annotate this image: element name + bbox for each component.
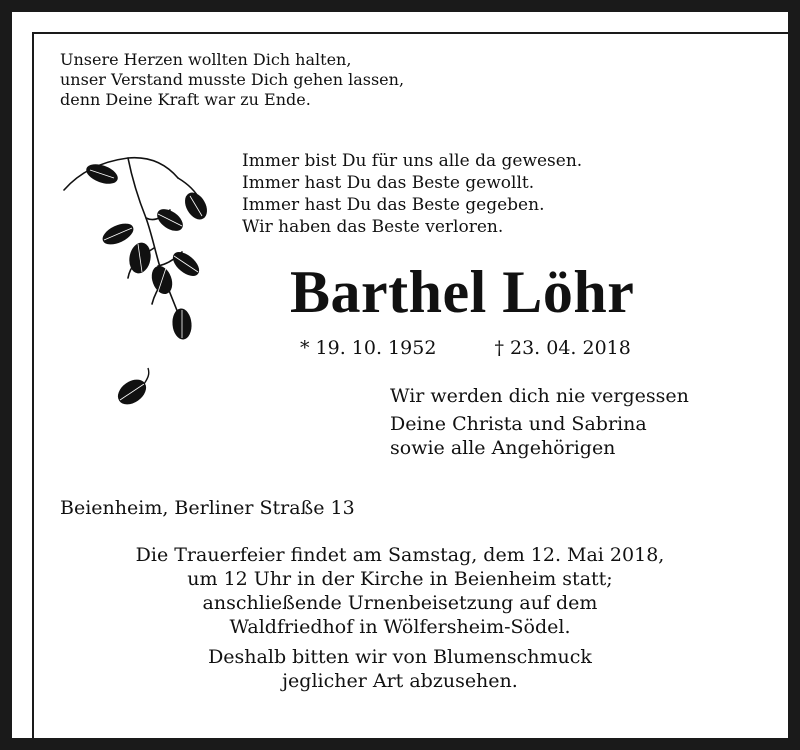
service-line: Die Trauerfeier findet am Samstag, dem 12. Mai 2018, — [135, 544, 665, 566]
motto-line: denn Deine Kraft war zu Ende. — [60, 90, 311, 109]
birch-leaves-icon — [58, 148, 223, 418]
poem-line: Immer bist Du für uns alle da gewesen. — [242, 151, 583, 171]
mourners-block — [390, 384, 689, 460]
death-date: † 23. 04. 2018 — [494, 337, 631, 359]
life-dates — [300, 336, 631, 360]
deceased-name: Barthel Löhr — [290, 259, 635, 325]
farewell-line: Wir werden dich nie vergessen — [390, 385, 689, 407]
motto-line: Unsere Herzen wollten Dich halten, — [60, 50, 352, 69]
poem-line: Wir haben das Beste verloren. — [242, 217, 504, 237]
service-line: Waldfriedhof in Wölfersheim-Södel. — [229, 616, 571, 638]
address: Beienheim, Berliner Straße 13 — [60, 497, 355, 519]
motto-line: unser Verstand musste Dich gehen lassen, — [60, 70, 405, 89]
motto-verse — [60, 50, 404, 110]
funeral-service-info — [40, 543, 760, 693]
service-line: um 12 Uhr in der Kirche in Beienheim statt; — [187, 568, 613, 590]
service-line: anschließende Urnenbeisetzung auf dem — [202, 592, 598, 614]
mourner-relatives: sowie alle Angehörigen — [390, 437, 616, 459]
mourner-names: Deine Christa und Sabrina — [390, 413, 647, 435]
birth-date: * 19. 10. 1952 — [300, 337, 437, 359]
poem-line: Immer hast Du das Beste gewollt. — [242, 173, 535, 193]
closing-line: jeglicher Art abzusehen. — [282, 670, 518, 692]
closing-line: Deshalb bitten wir von Blumenschmuck — [208, 646, 592, 668]
poem-line: Immer hast Du das Beste gegeben. — [242, 195, 545, 215]
poem-verse — [242, 150, 582, 238]
